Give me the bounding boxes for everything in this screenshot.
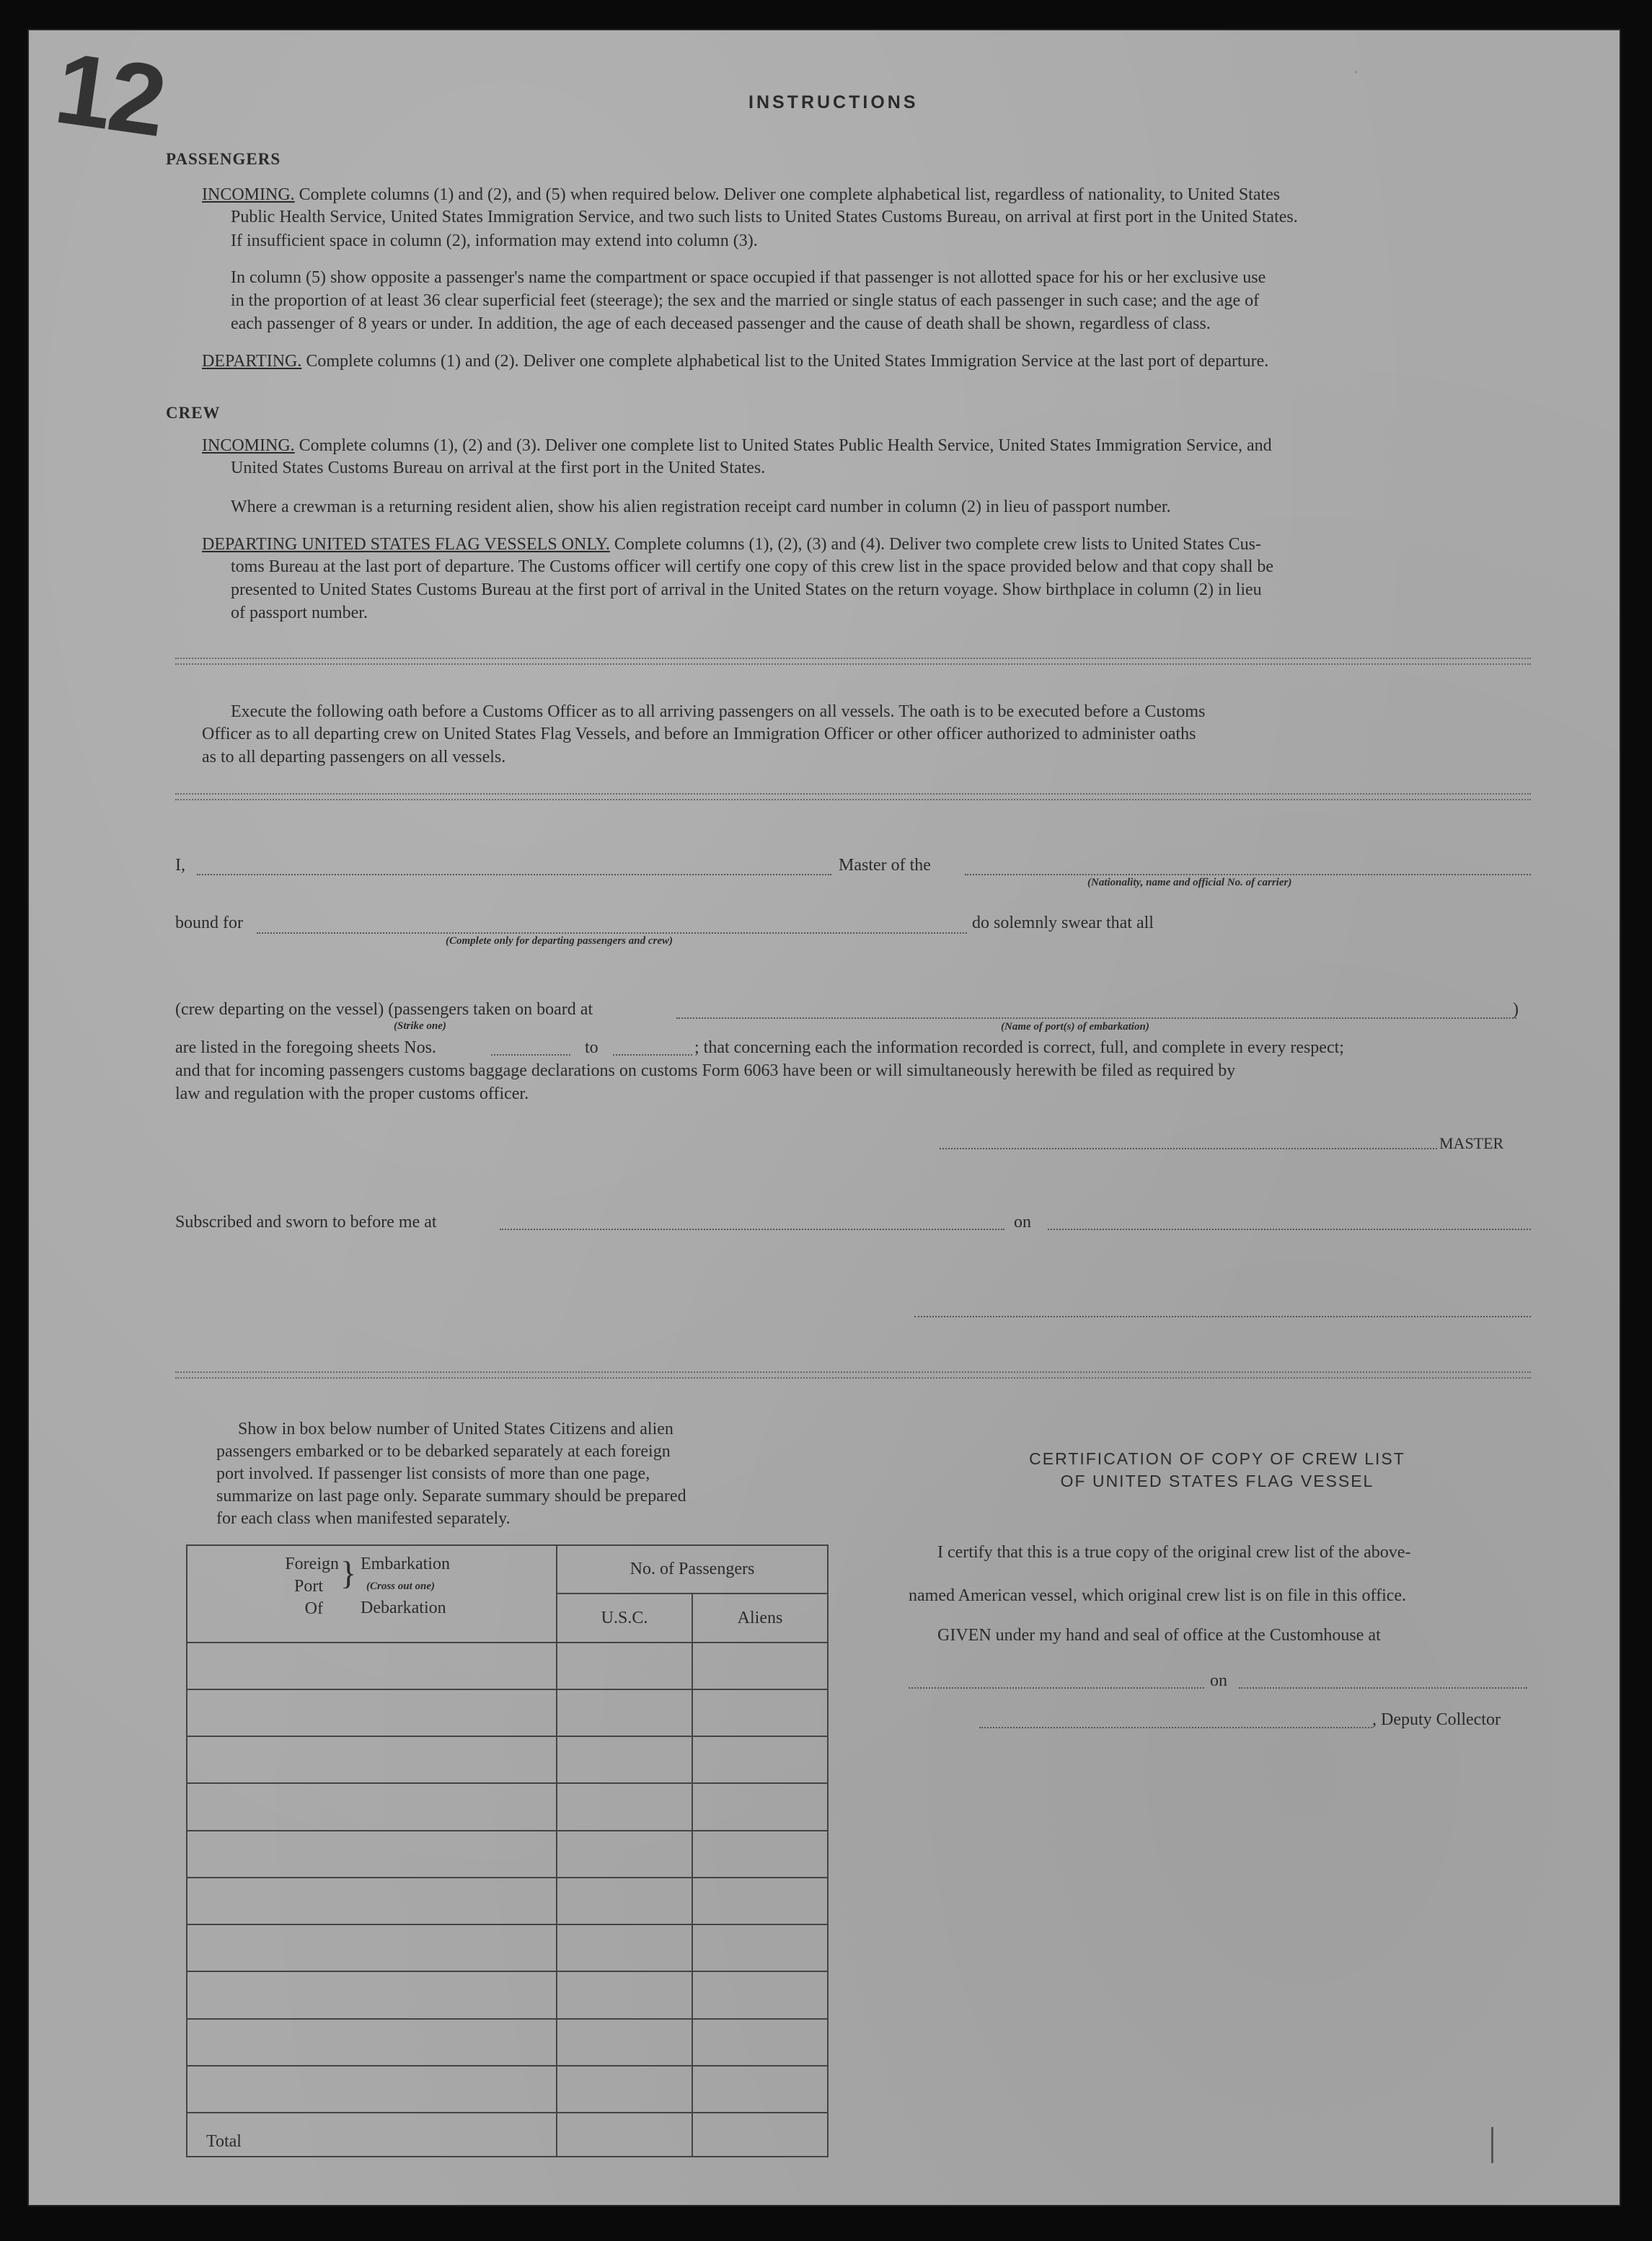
crew-departing-label: DEPARTING UNITED STATES FLAG VESSELS ONLY.: [202, 535, 610, 554]
oath-intro-line-3: as to all departing passengers on all vessels.: [202, 748, 506, 766]
passengers-col5-line-1: In column (5) show opposite a passenger's name the compartment or space occupied if that passenger is not allotted space for his or her exclusive use: [231, 268, 1266, 287]
carrier-field-note: (Nationality, name and official No. of carrier): [1087, 877, 1292, 888]
aliens-cell[interactable]: [692, 2066, 828, 2113]
certification-line-2: named American vessel, which original crew list is on file in this office.: [909, 1586, 1407, 1605]
certification-title-1: CERTIFICATION OF COPY OF CREW LIST: [1029, 1449, 1405, 1468]
passengers-incoming-line-1: [202, 184, 1529, 206]
usc-cell[interactable]: [557, 1689, 692, 1736]
listed-line-1c: ; that concerning each the information recorded is correct, full, and complete in every respect;: [694, 1038, 1344, 1057]
port-cell[interactable]: [187, 1689, 557, 1736]
summary-instructions: [216, 1418, 836, 1530]
sheet-to-field[interactable]: [613, 1054, 692, 1056]
port-header-foreign: Foreign: [285, 1555, 339, 1573]
summary-line-5: for each class when manifested separately.: [216, 1509, 511, 1528]
crew-incoming-text: Complete columns (1), (2) and (3). Deliver one complete list to United States Public Health Service, United States Immigration Service, and: [299, 436, 1272, 455]
master-signature-field[interactable]: [940, 1148, 1437, 1149]
passengers-departing-text: Complete columns (1) and (2). Deliver one complete alphabetical list to the United States Immigration Service at the last port of departure.: [306, 352, 1269, 371]
aliens-cell[interactable]: [692, 1643, 828, 1689]
aliens-header: Aliens: [692, 1594, 828, 1642]
subscribed-text: Subscribed and sworn to before me at: [175, 1213, 437, 1232]
table-row: [187, 2066, 828, 2113]
usc-cell[interactable]: [557, 1878, 692, 1924]
bound-for-field[interactable]: [257, 932, 967, 934]
port-cell[interactable]: [187, 1878, 557, 1924]
certification-date-field[interactable]: [1239, 1687, 1527, 1689]
passengers-incoming-line-3: If insufficient space in column (2), information may extend into column (3).: [231, 231, 758, 250]
port-cell[interactable]: [187, 2019, 557, 2066]
port-cell[interactable]: [187, 1831, 557, 1878]
aliens-cell[interactable]: [692, 1878, 828, 1924]
sheet-from-field[interactable]: [491, 1054, 570, 1056]
aliens-cell[interactable]: [692, 1736, 828, 1783]
embarkation-label: Embarkation: [361, 1555, 450, 1573]
aliens-total-cell[interactable]: [692, 2113, 828, 2157]
crew-departing-line-3: presented to United States Customs Bureau at the first port of arrival in the United States on the return voyage. Show birthplace in column (2) in lieu: [231, 580, 1262, 599]
port-cell[interactable]: [187, 1971, 557, 2018]
brace-glyph: }: [340, 1555, 357, 1591]
table-row: [187, 1924, 828, 1971]
table-row: [187, 1643, 828, 1689]
carrier-field[interactable]: [965, 874, 1531, 875]
usc-cell[interactable]: [557, 2019, 692, 2066]
passengers-departing-label: DEPARTING.: [202, 352, 302, 371]
master-of-label: Master of the: [839, 856, 931, 875]
summary-line-4: summarize on last page only. Separate summary should be prepared: [216, 1487, 686, 1506]
crew-incoming-line-1: [202, 435, 1272, 457]
table-row: [187, 2019, 828, 2066]
table-row: [187, 1736, 828, 1783]
aliens-cell[interactable]: [692, 1689, 828, 1736]
page-title: INSTRUCTIONS: [748, 92, 919, 112]
passengers-col5-line-2: in the proportion of at least 36 clear superficial feet (steerage); the sex and the married or single status of each passenger in such case; and the age of: [231, 291, 1260, 310]
officer-signature-field[interactable]: [914, 1316, 1531, 1317]
usc-header: U.S.C.: [557, 1594, 692, 1642]
form-page: [27, 29, 1621, 2206]
crew-resident-line: Where a crewman is a returning resident alien, show his alien registration receipt card number in column (2) in lieu of passport number.: [231, 498, 1171, 516]
listed-line-1a: are listed in the foregoing sheets Nos.: [175, 1038, 436, 1057]
port-header-of: Of: [304, 1599, 323, 1618]
ports-note: (Name of port(s) of embarkation): [1001, 1021, 1149, 1033]
margin-bracket: [1484, 2127, 1493, 2163]
oath-intro-line-2: Officer as to all departing crew on United States Flag Vessels, and before an Immigration Officer or other officer authorized to administer oaths: [202, 725, 1196, 743]
total-row: [187, 2113, 828, 2157]
section-divider: [175, 658, 1531, 665]
usc-cell[interactable]: [557, 1736, 692, 1783]
section-divider: [175, 1371, 1531, 1379]
crew-incoming-line-2: United States Customs Bureau on arrival at the first port in the United States.: [231, 459, 766, 477]
crew-departing-line-1: [202, 534, 1261, 556]
port-cell[interactable]: [187, 1924, 557, 1971]
aliens-cell[interactable]: [692, 1783, 828, 1830]
usc-cell[interactable]: [557, 1783, 692, 1830]
sworn-date-field[interactable]: [1048, 1229, 1531, 1230]
certification-title-2: OF UNITED STATES FLAG VESSEL: [1060, 1472, 1374, 1490]
table-row: [187, 1689, 828, 1736]
master-label: MASTER: [1439, 1134, 1504, 1152]
total-label: Total: [187, 2113, 557, 2157]
bound-for-note: (Complete only for departing passengers and crew): [446, 935, 673, 947]
deputy-collector-label: , Deputy Collector: [1372, 1710, 1501, 1729]
usc-cell[interactable]: [557, 2066, 692, 2113]
listed-line-3: law and regulation with the proper customs officer.: [175, 1084, 529, 1103]
sworn-place-field[interactable]: [500, 1229, 1004, 1230]
crew-heading: CREW: [166, 404, 221, 422]
usc-cell[interactable]: [557, 1971, 692, 2018]
passengers-heading: PASSENGERS: [166, 150, 281, 168]
aliens-cell[interactable]: [692, 1971, 828, 2018]
usc-cell[interactable]: [557, 1924, 692, 1971]
passengers-incoming-text: Complete columns (1) and (2), and (5) when required below. Deliver one complete alphabetical list, regardless of nationality, to United States: [299, 185, 1281, 204]
crew-departing-line-2: toms Bureau at the last port of departure. The Customs officer will certify one copy of this crew list in the space provided below and that copy shall be: [231, 557, 1274, 576]
port-cell[interactable]: [187, 1783, 557, 1830]
bound-for-label: bound for: [175, 914, 243, 932]
page-number-stamp: 12: [48, 30, 171, 158]
swear-text: do solemnly swear that all: [972, 914, 1154, 932]
sworn-on-label: on: [1014, 1213, 1031, 1232]
section-divider: [175, 793, 1531, 800]
port-header-port: Port: [293, 1577, 323, 1596]
summary-line-2: passengers embarked or to be debarked separately at each foreign: [216, 1442, 671, 1461]
listed-line-2: and that for incoming passengers customs baggage declarations on customs Form 6063 have been or will simultaneously herewith be filed as required by: [175, 1061, 1236, 1080]
certification-given: GIVEN under my hand and seal of office at the Customhouse at: [937, 1626, 1381, 1645]
customhouse-field[interactable]: [909, 1687, 1204, 1689]
certification-on-label: on: [1210, 1671, 1227, 1690]
bleed-through-mark: ·: [1354, 65, 1359, 81]
port-cell[interactable]: [187, 2066, 557, 2113]
embarkation-ports-field[interactable]: [676, 1017, 1516, 1019]
table-row: [187, 1878, 828, 1924]
port-cell[interactable]: [187, 1736, 557, 1783]
aliens-cell[interactable]: [692, 2019, 828, 2066]
usc-cell[interactable]: [557, 1831, 692, 1878]
listed-line-1b: to: [585, 1038, 598, 1057]
cross-out-note: (Cross out one): [366, 1581, 436, 1592]
summary-line-3: port involved. If passenger list consists of more than one page,: [216, 1464, 650, 1483]
passengers-departing-line: [202, 350, 1268, 373]
master-name-field[interactable]: [197, 874, 831, 875]
certification-title: [965, 1448, 1470, 1493]
aliens-cell[interactable]: [692, 1831, 828, 1878]
certification-line-1: I certify that this is a true copy of the original crew list of the above-: [937, 1543, 1411, 1562]
crew-departing-text: Complete columns (1), (2), (3) and (4). Deliver two complete crew lists to United States Cus-: [614, 535, 1261, 554]
usc-cell[interactable]: [557, 1643, 692, 1689]
summary-line-1: Show in box below number of United States Citizens and alien: [238, 1420, 673, 1438]
deputy-collector-signature-field[interactable]: [979, 1727, 1372, 1728]
aliens-cell[interactable]: [692, 1924, 828, 1971]
strike-one-note: (Strike one): [394, 1020, 446, 1032]
port-column-header: [187, 1545, 557, 1643]
port-cell[interactable]: [187, 1643, 557, 1689]
passengers-incoming-label: INCOMING.: [202, 185, 295, 204]
crew-departing-text: (crew departing on the vessel) (passengers taken on board at: [175, 1000, 593, 1019]
debarkation-label: Debarkation: [361, 1599, 446, 1617]
table-row: [187, 1783, 828, 1830]
usc-total-cell[interactable]: [557, 2113, 692, 2157]
crew-incoming-label: INCOMING.: [202, 436, 295, 455]
no-passengers-header: No. of Passengers: [557, 1545, 828, 1594]
crew-departing-line-4: of passport number.: [231, 604, 368, 622]
oath-i-label: I,: [175, 856, 185, 875]
oath-intro-line-1: Execute the following oath before a Customs Officer as to all arriving passengers on all vessels. The oath is to be executed before a Customs: [231, 702, 1206, 721]
passengers-incoming-line-2: Public Health Service, United States Immigration Service, and two such lists to United States Customs Bureau, on arrival at first port in the United States.: [231, 208, 1298, 226]
passengers-col5-line-3: each passenger of 8 years or under. In addition, the age of each deceased passenger and the cause of death shall be shown, regardless of class.: [231, 314, 1211, 333]
passenger-summary-table: [186, 1544, 829, 2157]
close-paren: ): [1513, 1000, 1519, 1019]
table-row: [187, 1831, 828, 1878]
table-row: [187, 1971, 828, 2018]
